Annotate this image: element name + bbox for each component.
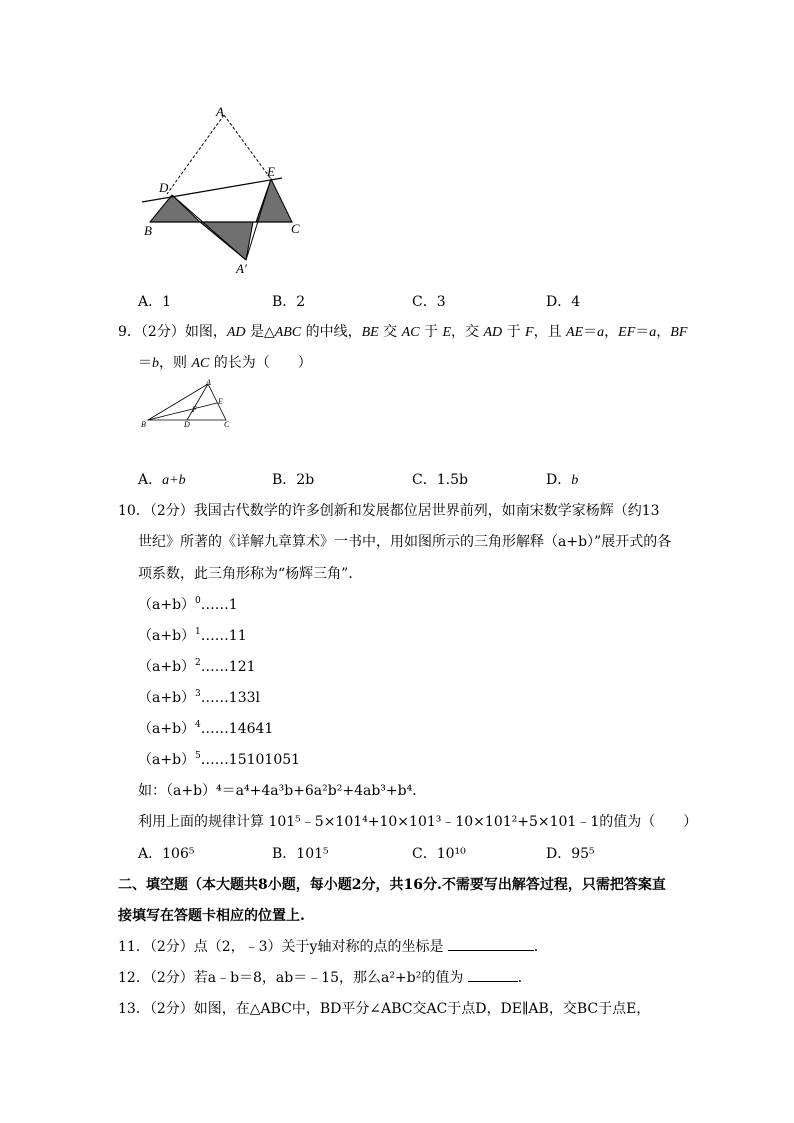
q9-label-e: E xyxy=(218,397,223,406)
q10-option-d[interactable]: D．95⁵ xyxy=(546,846,595,862)
yanghui-row-2: $(a+b)^2\dots\dots 121$ xyxy=(138,658,256,675)
q9-label-f: F xyxy=(192,405,197,414)
q9-label-d: D xyxy=(184,420,190,429)
yanghui-row-5: $(a+b)^5\dots\dots 15101051$ xyxy=(138,751,301,768)
q9-label-b: B xyxy=(141,420,146,429)
q9-stem-line2: ＝b，则 AC 的长为（ ） xyxy=(138,355,312,371)
section2-heading-line1: 二、填空题（本大题共8小题，每小题2分，共16分.不需要写出解答过程，只需把答案直 xyxy=(118,877,666,893)
q9-options xyxy=(138,469,698,489)
q8-option-d[interactable]: D．4 xyxy=(546,294,581,310)
q9-stem-line1: 9．（2分）如图，AD 是△ABC 的中线，BE 交 AC 于 E，交 AD 于 F，且 AE＝a，EF＝a，BF xyxy=(118,324,688,340)
label-c: C xyxy=(291,221,300,236)
label-a-prime: A′ xyxy=(236,261,247,276)
label-b: B xyxy=(144,223,152,238)
q10-stem-line2: 世纪》所著的《详解九章算术》一书中，用如图所示的三角形解释（a+b）”展开式的各 xyxy=(138,534,672,550)
q12-answer-blank[interactable] xyxy=(468,967,518,982)
label-a: A xyxy=(216,104,224,119)
q9-label-c: C xyxy=(224,420,230,429)
q9-label-a: A xyxy=(206,378,211,387)
q10-options xyxy=(138,843,698,863)
q10-stem-line1: 10．（2分）我国古代数学的许多创新和发展都位居世界前列，如南宋数学家杨辉（约13 xyxy=(118,503,660,519)
q11: 11．（2分）点（2，﹣3）关于y轴对称的点的坐标是 ． xyxy=(118,936,548,956)
q11-answer-blank[interactable] xyxy=(448,936,534,951)
q10-option-c[interactable]: C．10¹⁰ xyxy=(412,846,466,862)
yanghui-row-4: $(a+b)^4\dots\dots 14641$ xyxy=(138,720,274,737)
q9-option-c[interactable]: C．1.5b xyxy=(412,472,468,488)
section2-heading-line2: 接填写在答题卡相应的位置上. xyxy=(118,908,305,924)
yanghui-row-3: $(a+b)^3\dots\dots 133l$ xyxy=(138,689,260,706)
q9-option-d[interactable]: D．b xyxy=(546,472,579,488)
q8-option-a[interactable]: A．1 xyxy=(138,294,172,310)
yanghui-row-1: $(a+b)^1\dots\dots 11$ xyxy=(138,627,247,644)
q8-option-c[interactable]: C．3 xyxy=(412,294,446,310)
q10-stem-line3: 项系数，此三角形称为“杨辉三角”． xyxy=(138,566,363,582)
q9-option-b[interactable]: B．2b xyxy=(272,472,315,488)
yanghui-row-0: $(a+b)^0\dots\dots 1$ xyxy=(138,596,238,613)
label-d: D xyxy=(159,180,169,195)
q9-option-a[interactable]: A．a+b xyxy=(138,472,186,488)
q10-example: 如：（a+b）⁴＝a⁴+4a³b+6a²b²+4ab³+b⁴． xyxy=(138,783,427,799)
q12: 12．（2分）若a﹣b＝8，ab＝﹣15，那么a²+b²的值为 ． xyxy=(118,967,532,987)
figure-q9-triangle xyxy=(140,378,240,460)
q10-question: 利用上面的规律计算 101⁵﹣5×101⁴+10×101³﹣10×101²+5×101﹣1的值为（ ） xyxy=(138,814,698,830)
q8-option-b[interactable]: B．2 xyxy=(272,294,306,310)
q10-option-a[interactable]: A．106⁵ xyxy=(138,846,195,862)
label-e: E xyxy=(267,164,275,179)
q10-option-b[interactable]: B．101⁵ xyxy=(272,846,329,862)
q13-stem-line1: 13．（2分）如图，在△ABC中，BD平分∠ABC交AC于点D，DE∥AB，交BC于点E， xyxy=(118,1001,651,1017)
figure-q8-triangle-fold xyxy=(130,100,310,280)
q8-options xyxy=(138,291,698,311)
